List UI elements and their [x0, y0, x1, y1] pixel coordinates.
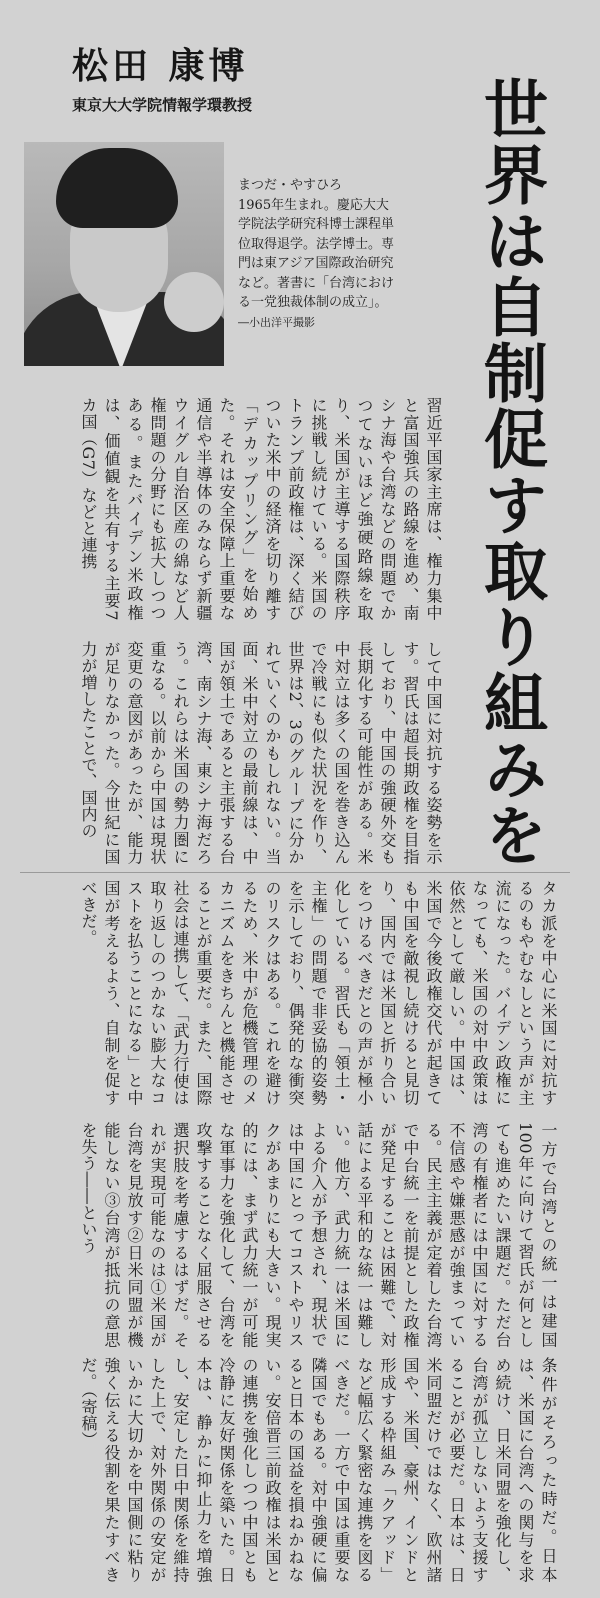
author-title: 東京大大学院情報学環教授	[72, 96, 253, 114]
section-divider	[20, 872, 570, 873]
bio-text: 1965年生まれ。慶応大大学院法学研究科博士課程単位取得退学。法学博士。専門は東アジア国際政治研究など。著書に「台湾における一党独裁体制の成立」。	[238, 197, 395, 310]
article-band-1: 習近平国家主席は、権力集中と富国強兵の路線を進め、南シナ海や台湾などの問題でかつてないほど強硬路線を取り、米国が主導する国際秩序に挑戦し続けている。米国のトランプ前政権は、深く結びついた米中の経済を切り離す「デカップリング」を始めた。それは安全保障上重要な通信や半導体のみならず新疆ウイグル自治区産の綿など人権問題の分野にも拡大しつつある。またバイデン米政権は、価値観を共有する主要7カ国（G7）などと連携	[79, 397, 443, 621]
headline: 世界は自制促す取り組みを	[473, 76, 547, 868]
author-name: 松田 康博	[72, 46, 249, 87]
article-band-5: 条件がそろった時だ。日本は、米国に台湾への関与を求め続け、日米同盟を強化し、台湾が孤立しないよう支援することが必要だ。日本は、日米同盟だけではなく、欧州諸国や、米国、豪州、インドと形成する枠組み「クアッド」など幅広く緊密な連携を図るべきだ。一方で中国は重要な隣国でもある。対中強硬に偏ると日本の国益を損ねかねない。安倍晋三前政権は米国との連携を強化しつつ中国とも冷静に友好関係を築いた。日本は、静かに抑止力を増強し、安定した日中関係を維持した上で、対外関係の安定がいかに大切かを中国側に粘り強く伝える役割を果たすべきだ。（寄稿）	[79, 1357, 558, 1583]
photo-hair	[56, 148, 178, 228]
article-band-2: して中国に対抗する姿勢を示す。習氏は超長期政権を目指しており、中国の強硬外交も長期化する可能性がある。米中対立は多くの国を巻き込んで冷戦にも似た状況を作り、世界は2、3のグループに分かれていくのかもしれない。当面、米中対立の最前線は、中国が領土であると主張する台湾、南シナ海、東シナ海だろう。これらは米国の勢力圏に重なる。以前から中国は現状変更の意図があったが、能力が足りなかった。今世紀に国力が増したことで、国内の	[79, 641, 443, 865]
article-band-4: 一方で台湾との統一は建国100年に向けて習氏が何としても進めたい課題だ。ただ台湾の有権者には中国に対する不信感や嫌悪感が強まっている。民主主義が定着した台湾で中台統一を前提とした政権が発足することは困難で、対話による平和的な統一は難しい。他方、武力統一は米国による介入が予想され、現状では中国にとってコストやリスクがあまりにも大きい。現実的には、まず武力統一が可能な軍事力を強化して、台湾を攻撃することなく屈服させる選択肢を考慮するはずだ。それが実現可能なのは①米国が台湾を見放す②日米同盟が機能しない③台湾が抵抗の意思を失う――という	[79, 1122, 558, 1348]
photo-credit: ―小出洋平撮影	[238, 315, 315, 329]
photo-hand	[164, 272, 224, 332]
article-band-3: タカ派を中心に米国に対抗するのもやむなしという声が主流になった。バイデン政権になっても、米国の対中政策は依然として厳しい。中国は、米国で今後政権交代が起きても中国を敵視し続けると見切り、国内では米国と折り合いをつけるべきだとの声が極小化している。習氏も「領土・主権」の問題で非妥協的姿勢を示しており、偶発的な衝突のリスクはある。これを避けるため、米中が危機管理のメカニズムをきちんと機能させることが重要だ。また、国際社会は連携して、「武力行使は取り返しのつかない膨大なコストを払うことになる」と中国が考えるよう、自制を促すべきだ。	[79, 880, 558, 1106]
author-photo	[24, 142, 224, 366]
author-bio	[238, 176, 398, 332]
bio-reading: まつだ・やすひろ	[238, 178, 343, 193]
